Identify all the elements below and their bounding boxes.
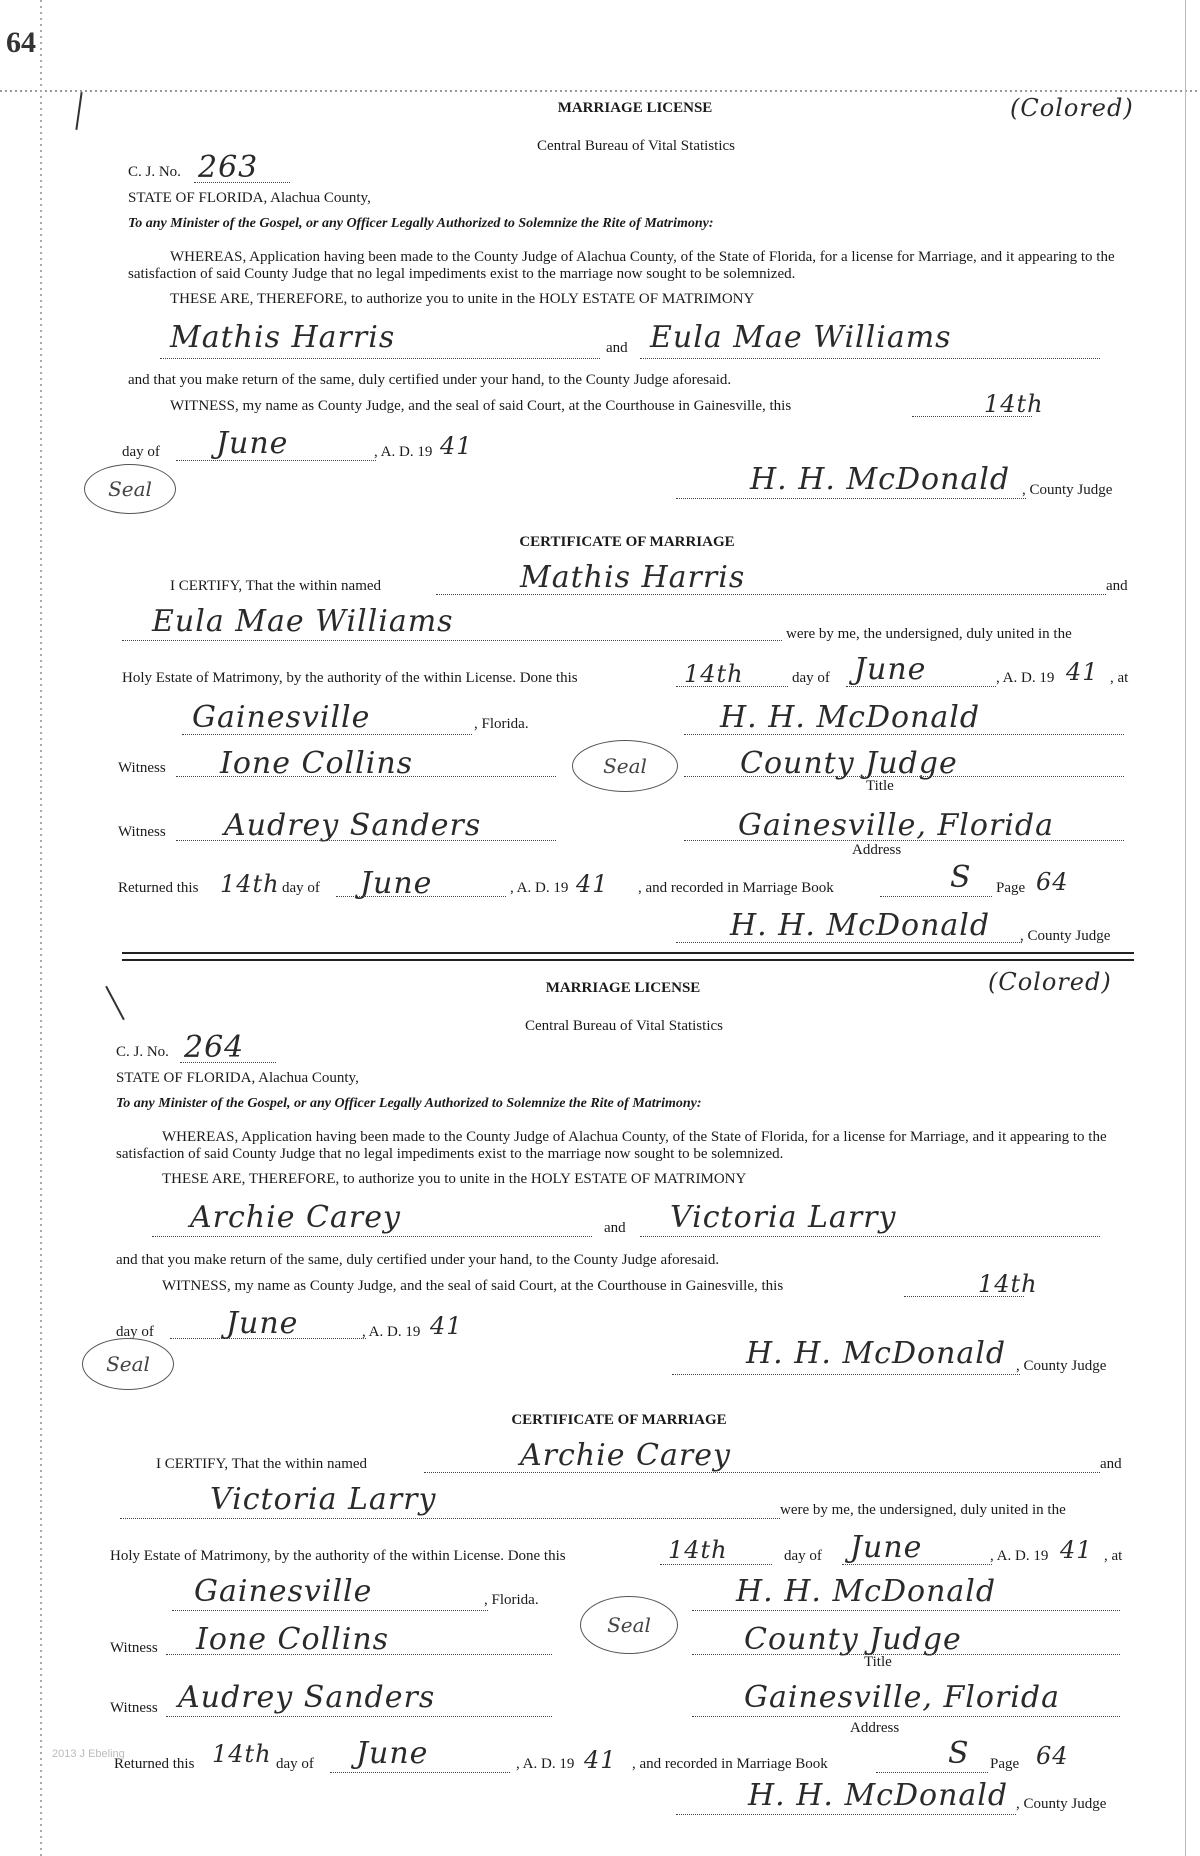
month-line (170, 1338, 366, 1339)
address-label: Address (850, 1720, 900, 1736)
done-month: June (850, 1530, 923, 1565)
certificate-groom: Archie Carey (520, 1438, 731, 1473)
certificate-bride: Eula Mae Williams (152, 604, 454, 639)
court-seal: Seal (84, 464, 176, 514)
bride-name: Victoria Larry (670, 1200, 897, 1235)
returned-day: 14th (220, 870, 280, 898)
certificate-bride: Victoria Larry (210, 1482, 437, 1517)
done-year: 41 (1066, 658, 1099, 686)
judge-line (672, 1374, 1020, 1375)
final-signature: H. H. McDonald (748, 1778, 1009, 1813)
bride-line (640, 358, 1100, 359)
officiant-name: H. H. McDonald (736, 1574, 997, 1609)
witness-2-line (166, 1716, 552, 1717)
address-line: To any Minister of the Gospel, or any Officer Legally Authorized to Solemnize the Rite of Matrimony: (128, 216, 714, 231)
cj-line (194, 182, 290, 183)
groom-line (160, 358, 600, 359)
court-seal: Seal (82, 1338, 174, 1390)
license-year: 41 (440, 432, 473, 460)
united-label: were by me, the undersigned, duly united in the (786, 626, 1072, 642)
marriage-place: Gainesville (192, 700, 371, 735)
united-label: were by me, the undersigned, duly united in the (780, 1502, 1066, 1518)
cj-line (180, 1062, 276, 1063)
officiant-title-line (684, 776, 1124, 777)
returned-ad: , A. D. 19 (510, 880, 569, 896)
officiant-address-line (692, 1716, 1120, 1717)
cert-groom-line (424, 1472, 1100, 1473)
witness-2-label: Witness (110, 1700, 158, 1716)
officiant-line (692, 1610, 1120, 1611)
judge-signature: H. H. McDonald (750, 462, 1011, 497)
license-month: June (216, 426, 289, 461)
officiant-title: County Judge (740, 746, 958, 781)
marriage-book: S (948, 1736, 970, 1771)
returned-year: 41 (584, 1746, 617, 1774)
returned-month: June (356, 1736, 429, 1771)
whereas-paragraph: WHEREAS, Application having been made to the County Judge of Alachua County, of the State of Florida, for a license for Marriage, and it appearing to the satisfaction of said County Judge that no legal impediments exist to the marriage now sought to be solemnized. (128, 249, 1115, 282)
page-number: 64 (6, 26, 36, 59)
county-judge-label: , County Judge (1022, 482, 1113, 498)
check-mark (75, 92, 82, 130)
book-line (880, 896, 992, 897)
witness-day-line (912, 416, 1032, 417)
recorded-label: , and recorded in Marriage Book (632, 1756, 828, 1772)
page-label: Page (990, 1756, 1020, 1772)
address-label: Address (852, 842, 902, 858)
witness-1-line (176, 776, 556, 777)
final-signature: H. H. McDonald (730, 908, 991, 943)
place-line (182, 734, 472, 735)
returned-year: 41 (576, 870, 609, 898)
returned-day-of: day of (276, 1756, 314, 1772)
officiant-address: Gainesville, Florida (744, 1680, 1060, 1715)
judge-line (676, 498, 1026, 499)
watermark: 2013 J Ebeling (52, 1748, 125, 1760)
returned-ad: , A. D. 19 (516, 1756, 575, 1772)
witness-1-name: Ione Collins (220, 746, 414, 781)
holy-estate-label: Holy Estate of Matrimony, by the authority of the within License. Done this (122, 670, 578, 686)
license-title: MARRIAGE LICENSE (557, 100, 713, 116)
groom-name: Archie Carey (190, 1200, 401, 1235)
right-frame (1185, 0, 1200, 1856)
top-ruler (0, 90, 1200, 92)
page-value: 64 (1036, 868, 1069, 896)
and-label: and (606, 340, 628, 356)
witness-2-name: Audrey Sanders (178, 1680, 436, 1715)
return-line: and that you make return of the same, duly certified under your hand, to the County Judge aforesaid. (116, 1252, 720, 1268)
cj-label: C. J. No. (116, 1044, 169, 1060)
witness-2-line (176, 840, 556, 841)
returned-day-of: day of (282, 880, 320, 896)
done-month: June (854, 652, 927, 687)
license-year: 41 (430, 1312, 463, 1340)
cert-and-label: and (1106, 578, 1128, 594)
witness-1-name: Ione Collins (196, 1622, 390, 1657)
certificate-title: CERTIFICATE OF MARRIAGE (511, 1412, 727, 1428)
done-day-of: day of (784, 1548, 822, 1564)
cj-number: 263 (198, 150, 259, 185)
return-line: and that you make return of the same, duly certified under your hand, to the County Judge aforesaid. (128, 372, 732, 388)
marriage-book: S (950, 860, 972, 895)
bureau-name: Central Bureau of Vital Statistics (525, 1018, 723, 1034)
colored-note: (Colored) (988, 968, 1112, 996)
returned-day: 14th (212, 1740, 272, 1768)
witness-day: 14th (978, 1270, 1038, 1298)
done-month-line (842, 1564, 992, 1565)
recorded-label: , and recorded in Marriage Book (638, 880, 834, 896)
court-seal-certificate: Seal (580, 1596, 678, 1654)
cert-bride-line (122, 640, 782, 641)
ad-label: , A. D. 19 (362, 1324, 421, 1340)
bride-name: Eula Mae Williams (650, 320, 952, 355)
authorize-line: THESE ARE, THEREFORE, to authorize you to unite in the HOLY ESTATE OF MATRIMONY (170, 291, 755, 307)
done-at: , at (1110, 670, 1129, 686)
ad-label: , A. D. 19 (374, 444, 433, 460)
officiant-line (684, 734, 1124, 735)
bureau-name: Central Bureau of Vital Statistics (537, 138, 735, 154)
returned-month-line (330, 1772, 510, 1773)
bride-line (640, 1236, 1100, 1237)
day-of-label: day of (116, 1324, 154, 1340)
final-signature-line (676, 1814, 1016, 1815)
returned-month-line (336, 896, 506, 897)
final-judge-label: , County Judge (1016, 1796, 1107, 1812)
witness-1-line (166, 1654, 552, 1655)
certificate-groom: Mathis Harris (520, 560, 746, 595)
groom-line (152, 1236, 592, 1237)
cj-number: 264 (184, 1030, 245, 1065)
witness-day-line (904, 1296, 1024, 1297)
place-line (172, 1610, 488, 1611)
done-ad: , A. D. 19 (996, 670, 1055, 686)
certificate-title: CERTIFICATE OF MARRIAGE (519, 534, 735, 550)
done-ad: , A. D. 19 (990, 1548, 1049, 1564)
and-label: and (604, 1220, 626, 1236)
final-signature-line (676, 942, 1022, 943)
address-line: To any Minister of the Gospel, or any Officer Legally Authorized to Solemnize the Rite of Matrimony: (116, 1096, 702, 1111)
page-value: 64 (1036, 1742, 1069, 1770)
left-ruler (40, 0, 42, 1856)
license-month: June (226, 1306, 299, 1341)
state-line: STATE OF FLORIDA, Alachua County, (128, 190, 371, 206)
county-judge-label: , County Judge (1016, 1358, 1107, 1374)
cj-label: C. J. No. (128, 164, 181, 180)
done-day-line (660, 1564, 772, 1565)
witness-1-label: Witness (118, 760, 166, 776)
done-day: 14th (668, 1536, 728, 1564)
officiant-name: H. H. McDonald (720, 700, 981, 735)
returned-label: Returned this (118, 880, 199, 896)
officiant-title: County Judge (744, 1622, 962, 1657)
page-label: Page (996, 880, 1026, 896)
month-line (176, 460, 376, 461)
done-day-of: day of (792, 670, 830, 686)
witness-1-label: Witness (110, 1640, 158, 1656)
done-year: 41 (1060, 1536, 1093, 1564)
book-line (876, 1772, 988, 1773)
officiant-address: Gainesville, Florida (738, 808, 1054, 843)
witness-2-name: Audrey Sanders (224, 808, 482, 843)
witness-2-label: Witness (118, 824, 166, 840)
authorize-line: THESE ARE, THEREFORE, to authorize you to unite in the HOLY ESTATE OF MATRIMONY (162, 1171, 747, 1187)
marriage-place: Gainesville (194, 1574, 373, 1609)
returned-label: Returned this (114, 1756, 195, 1772)
title-label: Title (864, 1654, 892, 1670)
witness-statement: WITNESS, my name as County Judge, and the seal of said Court, at the Courthouse in Gainesville, this (170, 398, 792, 414)
court-seal-certificate: Seal (572, 740, 678, 792)
done-month-line (846, 686, 996, 687)
cert-bride-line (120, 1518, 780, 1519)
check-mark (105, 986, 125, 1020)
florida-label: , Florida. (474, 716, 529, 732)
done-at: , at (1104, 1548, 1123, 1564)
holy-estate-label: Holy Estate of Matrimony, by the authority of the within License. Done this (110, 1548, 566, 1564)
cert-and-label: and (1100, 1456, 1122, 1472)
returned-month: June (360, 866, 433, 901)
certify-label: I CERTIFY, That the within named (170, 578, 382, 594)
florida-label: , Florida. (484, 1592, 539, 1608)
colored-note: (Colored) (1010, 94, 1134, 122)
witness-statement: WITNESS, my name as County Judge, and the seal of said Court, at the Courthouse in Gainesville, this (162, 1278, 784, 1294)
done-day: 14th (684, 660, 744, 688)
final-judge-label: , County Judge (1020, 928, 1111, 944)
state-line: STATE OF FLORIDA, Alachua County, (116, 1070, 359, 1086)
record-divider (122, 952, 1134, 961)
certify-label: I CERTIFY, That the within named (156, 1456, 368, 1472)
witness-day: 14th (984, 390, 1044, 418)
officiant-title-line (692, 1654, 1120, 1655)
title-label: Title (866, 778, 894, 794)
day-of-label: day of (122, 444, 160, 460)
cert-groom-line (436, 594, 1106, 595)
officiant-address-line (684, 840, 1124, 841)
judge-signature: H. H. McDonald (746, 1336, 1007, 1371)
groom-name: Mathis Harris (170, 320, 396, 355)
done-day-line (676, 686, 788, 687)
whereas-paragraph: WHEREAS, Application having been made to the County Judge of Alachua County, of the State of Florida, for a license for Marriage, and it appearing to the satisfaction of said County Judge that no legal impediments exist to the marriage now sought to be solemnized. (116, 1129, 1107, 1162)
license-title: MARRIAGE LICENSE (545, 980, 701, 996)
